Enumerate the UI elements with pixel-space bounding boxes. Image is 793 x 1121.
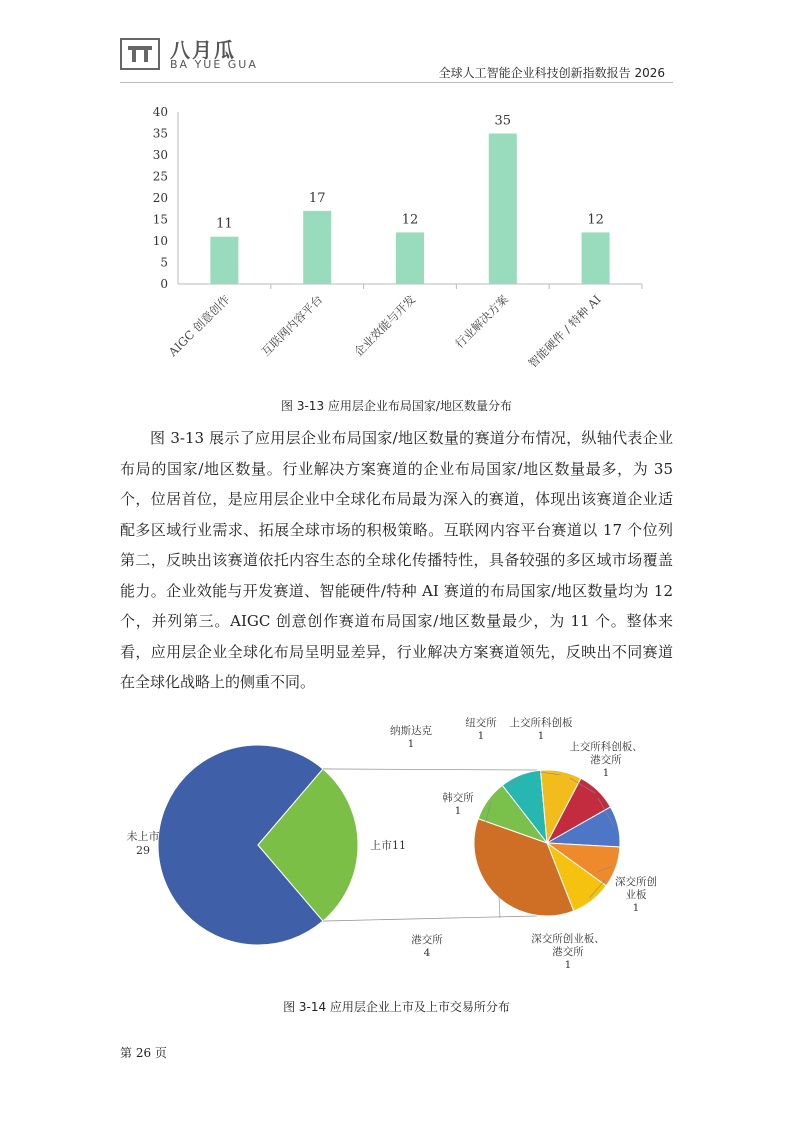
x-tick-label: 互联网内容平台 <box>258 292 326 360</box>
sub-pie-label: 深交所创业板、港交所 1 <box>531 933 605 971</box>
y-tick-label: 30 <box>152 148 168 162</box>
bar-data-label: 17 <box>308 190 326 206</box>
report-title: 全球人工智能企业科技创新指数报告 2026 <box>438 66 665 80</box>
logo-subtext: BA YUE GUA <box>170 58 258 71</box>
x-tick-label: 行业解决方案 <box>452 292 511 351</box>
bar-chart <box>0 0 793 390</box>
bar <box>396 232 424 284</box>
x-tick-label: AIGC 创意创作 <box>165 292 233 360</box>
y-tick-label: 40 <box>152 105 168 119</box>
figure-3-14-caption: 图 3-14 应用层企业上市及上市交易所分布 <box>283 1000 510 1014</box>
pie-label-listed: 上市11 <box>370 839 406 852</box>
y-tick-label: 10 <box>152 234 168 248</box>
bar <box>582 232 610 284</box>
body-paragraph: 图 3-13 展示了应用层企业布局国家/地区数量的赛道分布情况，纵轴代表企业布局的国家/地区数量。行业解决方案赛道的企业布局国家/地区数量最多，为 35 个，位居首位，是应用层企业中全球化布局最为深入的赛道，体现出该赛道企业适配多区域行业需求、拓展全球市场的积极策略。互联网内容平台赛道以 17 个位列第二，反映出该赛道依托内容生态的全球化传播特性，具备较强的多区域市场覆盖能力。企业效能与开发赛道、智能硬件/特种 AI 赛道的布局国家/地区数量均为 12 个，并列第三。AIGC 创意创作赛道布局国家/地区数量最少，为 11 个。整体来看，应用层企业全球化布局呈明显差异，行业解决方案赛道领先，反映出不同赛道在全球化战略上的侧重不同。 <box>120 429 673 691</box>
y-tick-label: 25 <box>152 169 168 184</box>
bar <box>210 237 238 284</box>
page-number: 第 26 页 <box>120 1046 167 1060</box>
pie-of-pie-chart <box>0 700 793 1000</box>
pie-value-unlisted: 29 <box>136 844 150 857</box>
pie-label-unlisted: 未上市 <box>126 830 160 843</box>
sub-pie-label: 纽交所 1 <box>465 717 497 742</box>
y-tick-label: 5 <box>160 255 168 270</box>
sub-pie-label: 韩交所 1 <box>442 792 474 817</box>
sub-pie-label: 上交所科创板、港交所 1 <box>569 741 643 779</box>
bar-data-label: 11 <box>216 216 233 232</box>
sub-pie <box>474 770 620 916</box>
figure-3-13-caption: 图 3-13 应用层企业布局国家/地区数量分布 <box>281 399 512 413</box>
bar-chart-bars <box>210 114 609 285</box>
y-tick-label: 35 <box>152 126 168 141</box>
bar-data-label: 12 <box>401 212 419 228</box>
x-tick-label: 企业效能与开发 <box>351 292 419 360</box>
sub-pie-label: 纳斯达克 1 <box>390 725 432 750</box>
y-tick-label: 0 <box>160 277 168 291</box>
logo-text: 八月瓜 <box>170 38 236 62</box>
bar-data-label: 35 <box>494 113 512 129</box>
y-tick-label: 15 <box>152 212 168 227</box>
bar <box>303 211 331 284</box>
y-tick-label: 20 <box>152 191 168 205</box>
sub-pie-label: 港交所 4 <box>411 934 443 959</box>
connector-line <box>323 769 537 770</box>
bar <box>489 134 517 285</box>
x-tick-label: 智能硬件 / 特种 AI <box>525 292 604 371</box>
connector-line <box>323 916 537 921</box>
sub-pie-label: 深交所创业板 1 <box>615 876 657 914</box>
sub-pie-label: 上交所科创板 1 <box>509 717 573 742</box>
bar-data-label: 12 <box>587 212 604 228</box>
